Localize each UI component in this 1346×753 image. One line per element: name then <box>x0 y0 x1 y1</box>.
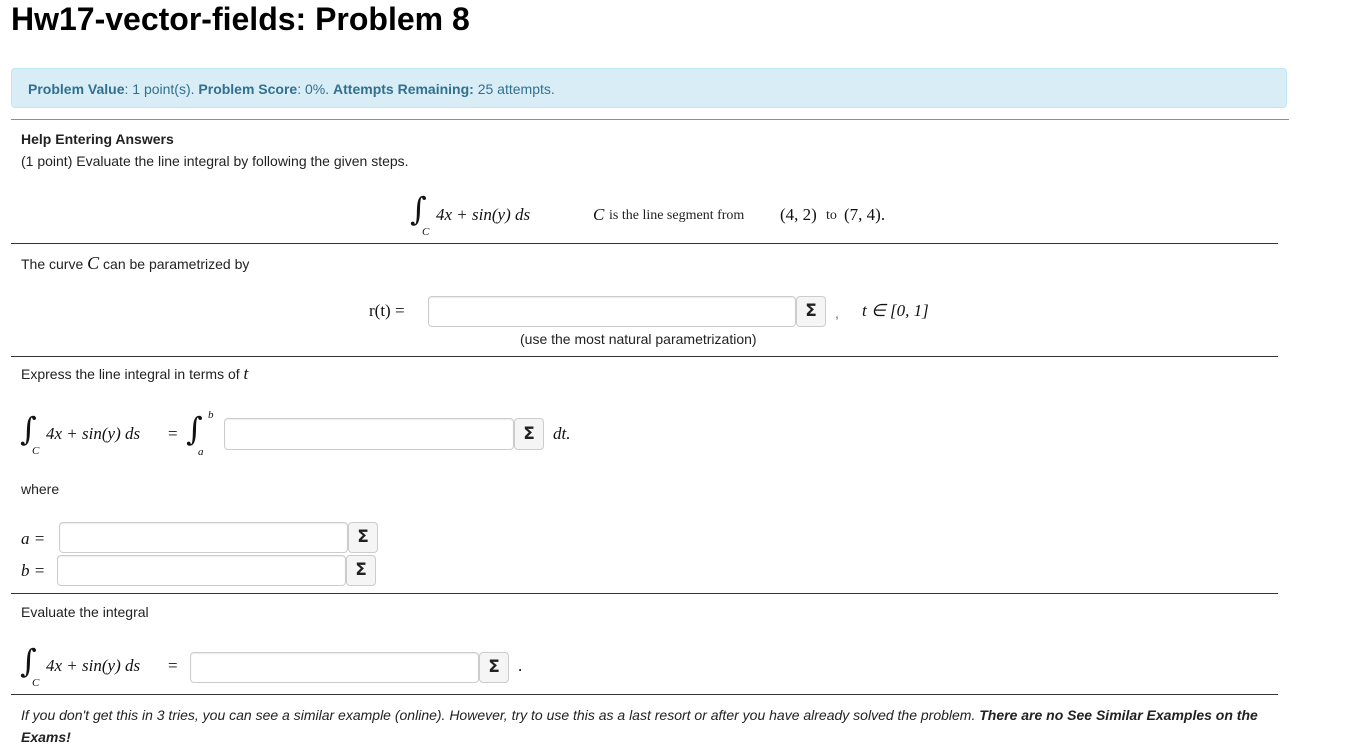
parametrization-hint: (use the most natural parametrization) <box>520 331 757 347</box>
parameter-domain: t ∈ [0, 1] <box>862 301 929 320</box>
segment-to-word: to <box>826 208 837 223</box>
integral-value-input[interactable] <box>190 652 479 683</box>
divider <box>11 593 1278 594</box>
express-prompt <box>21 365 248 383</box>
integral-sign: ∫ <box>20 642 37 680</box>
segment-description: is the line segment from <box>609 208 745 223</box>
segment-end: (7, 4). <box>844 205 886 224</box>
t-variable: t <box>243 364 249 383</box>
segment-start: (4, 2) <box>780 205 817 224</box>
sigma-icon[interactable]: Σ <box>514 418 544 450</box>
period: . <box>518 656 523 675</box>
integral-sign: ∫ <box>410 190 427 228</box>
integral-subscript: C <box>422 226 430 238</box>
a-input[interactable] <box>59 522 348 553</box>
integrand: 4x + sin(y) ds <box>46 656 141 675</box>
sigma-icon[interactable]: Σ <box>346 555 376 586</box>
help-entering-answers-link[interactable]: Help Entering Answers <box>21 131 174 147</box>
curve-symbol: C <box>593 205 605 224</box>
integral-sign: ∫ <box>20 410 37 448</box>
footer-text: If you don't get this in 3 tries, you can see a similar example (online). However, try to use this as a last resort or after you have already solved the problem. <box>21 707 976 723</box>
b-label: b = <box>21 561 46 580</box>
sigma-icon[interactable]: Σ <box>479 652 509 683</box>
problem-value: : 1 point(s). <box>124 81 195 97</box>
definite-integral-sign: ∫ <box>186 410 203 448</box>
equals-sign: = <box>168 656 178 675</box>
parametrize-text: The curve <box>21 256 84 272</box>
divider <box>11 119 1289 120</box>
where-label: where <box>21 481 60 497</box>
integrand: 4x + sin(y) ds <box>46 424 141 443</box>
integral-subscript: C <box>32 677 40 689</box>
b-input[interactable] <box>57 555 346 586</box>
r-of-t-label: r(t) = <box>369 301 405 320</box>
problem-integral <box>410 190 930 242</box>
integrand: 4x + sin(y) ds <box>436 205 531 224</box>
problem-status-bar <box>11 68 1287 108</box>
problem-score: : 0%. <box>297 81 330 97</box>
express-text: Express the line integral in terms of <box>21 366 240 382</box>
parametrize-prompt <box>21 254 249 273</box>
problem-value-label: Problem Value <box>28 81 125 97</box>
page-title: Hw17-vector-fields: Problem 8 <box>11 1 470 37</box>
dt-label: dt. <box>553 424 571 443</box>
divider <box>11 356 1278 357</box>
problem-score-label: Problem Score <box>198 81 298 97</box>
divider <box>11 243 1278 244</box>
evaluate-prompt: Evaluate the integral <box>21 604 149 620</box>
parametrization-input[interactable] <box>428 296 796 327</box>
comma-separator: , <box>835 305 839 321</box>
sigma-icon[interactable]: Σ <box>796 296 826 327</box>
attempts-remaining-label: Attempts Remaining: <box>333 81 474 97</box>
sigma-icon[interactable]: Σ <box>348 522 378 553</box>
curve-symbol: C <box>87 253 100 273</box>
parametrize-text-2: can be parametrized by <box>103 256 250 272</box>
integral-subscript: C <box>32 445 40 457</box>
attempts-remaining: 25 attempts. <box>477 81 555 97</box>
divider <box>11 694 1278 695</box>
problem-intro: (1 point) Evaluate the line integral by following the given steps. <box>21 153 409 169</box>
equals-sign: = <box>168 424 178 443</box>
integrand-in-t-input[interactable] <box>224 418 514 450</box>
footer-note <box>21 704 1271 748</box>
lower-limit: a <box>198 446 204 458</box>
footer-bold-text: There are no See Similar Examples on the Exams! <box>21 707 1258 745</box>
upper-limit: b <box>208 409 214 421</box>
a-label: a = <box>21 529 46 548</box>
